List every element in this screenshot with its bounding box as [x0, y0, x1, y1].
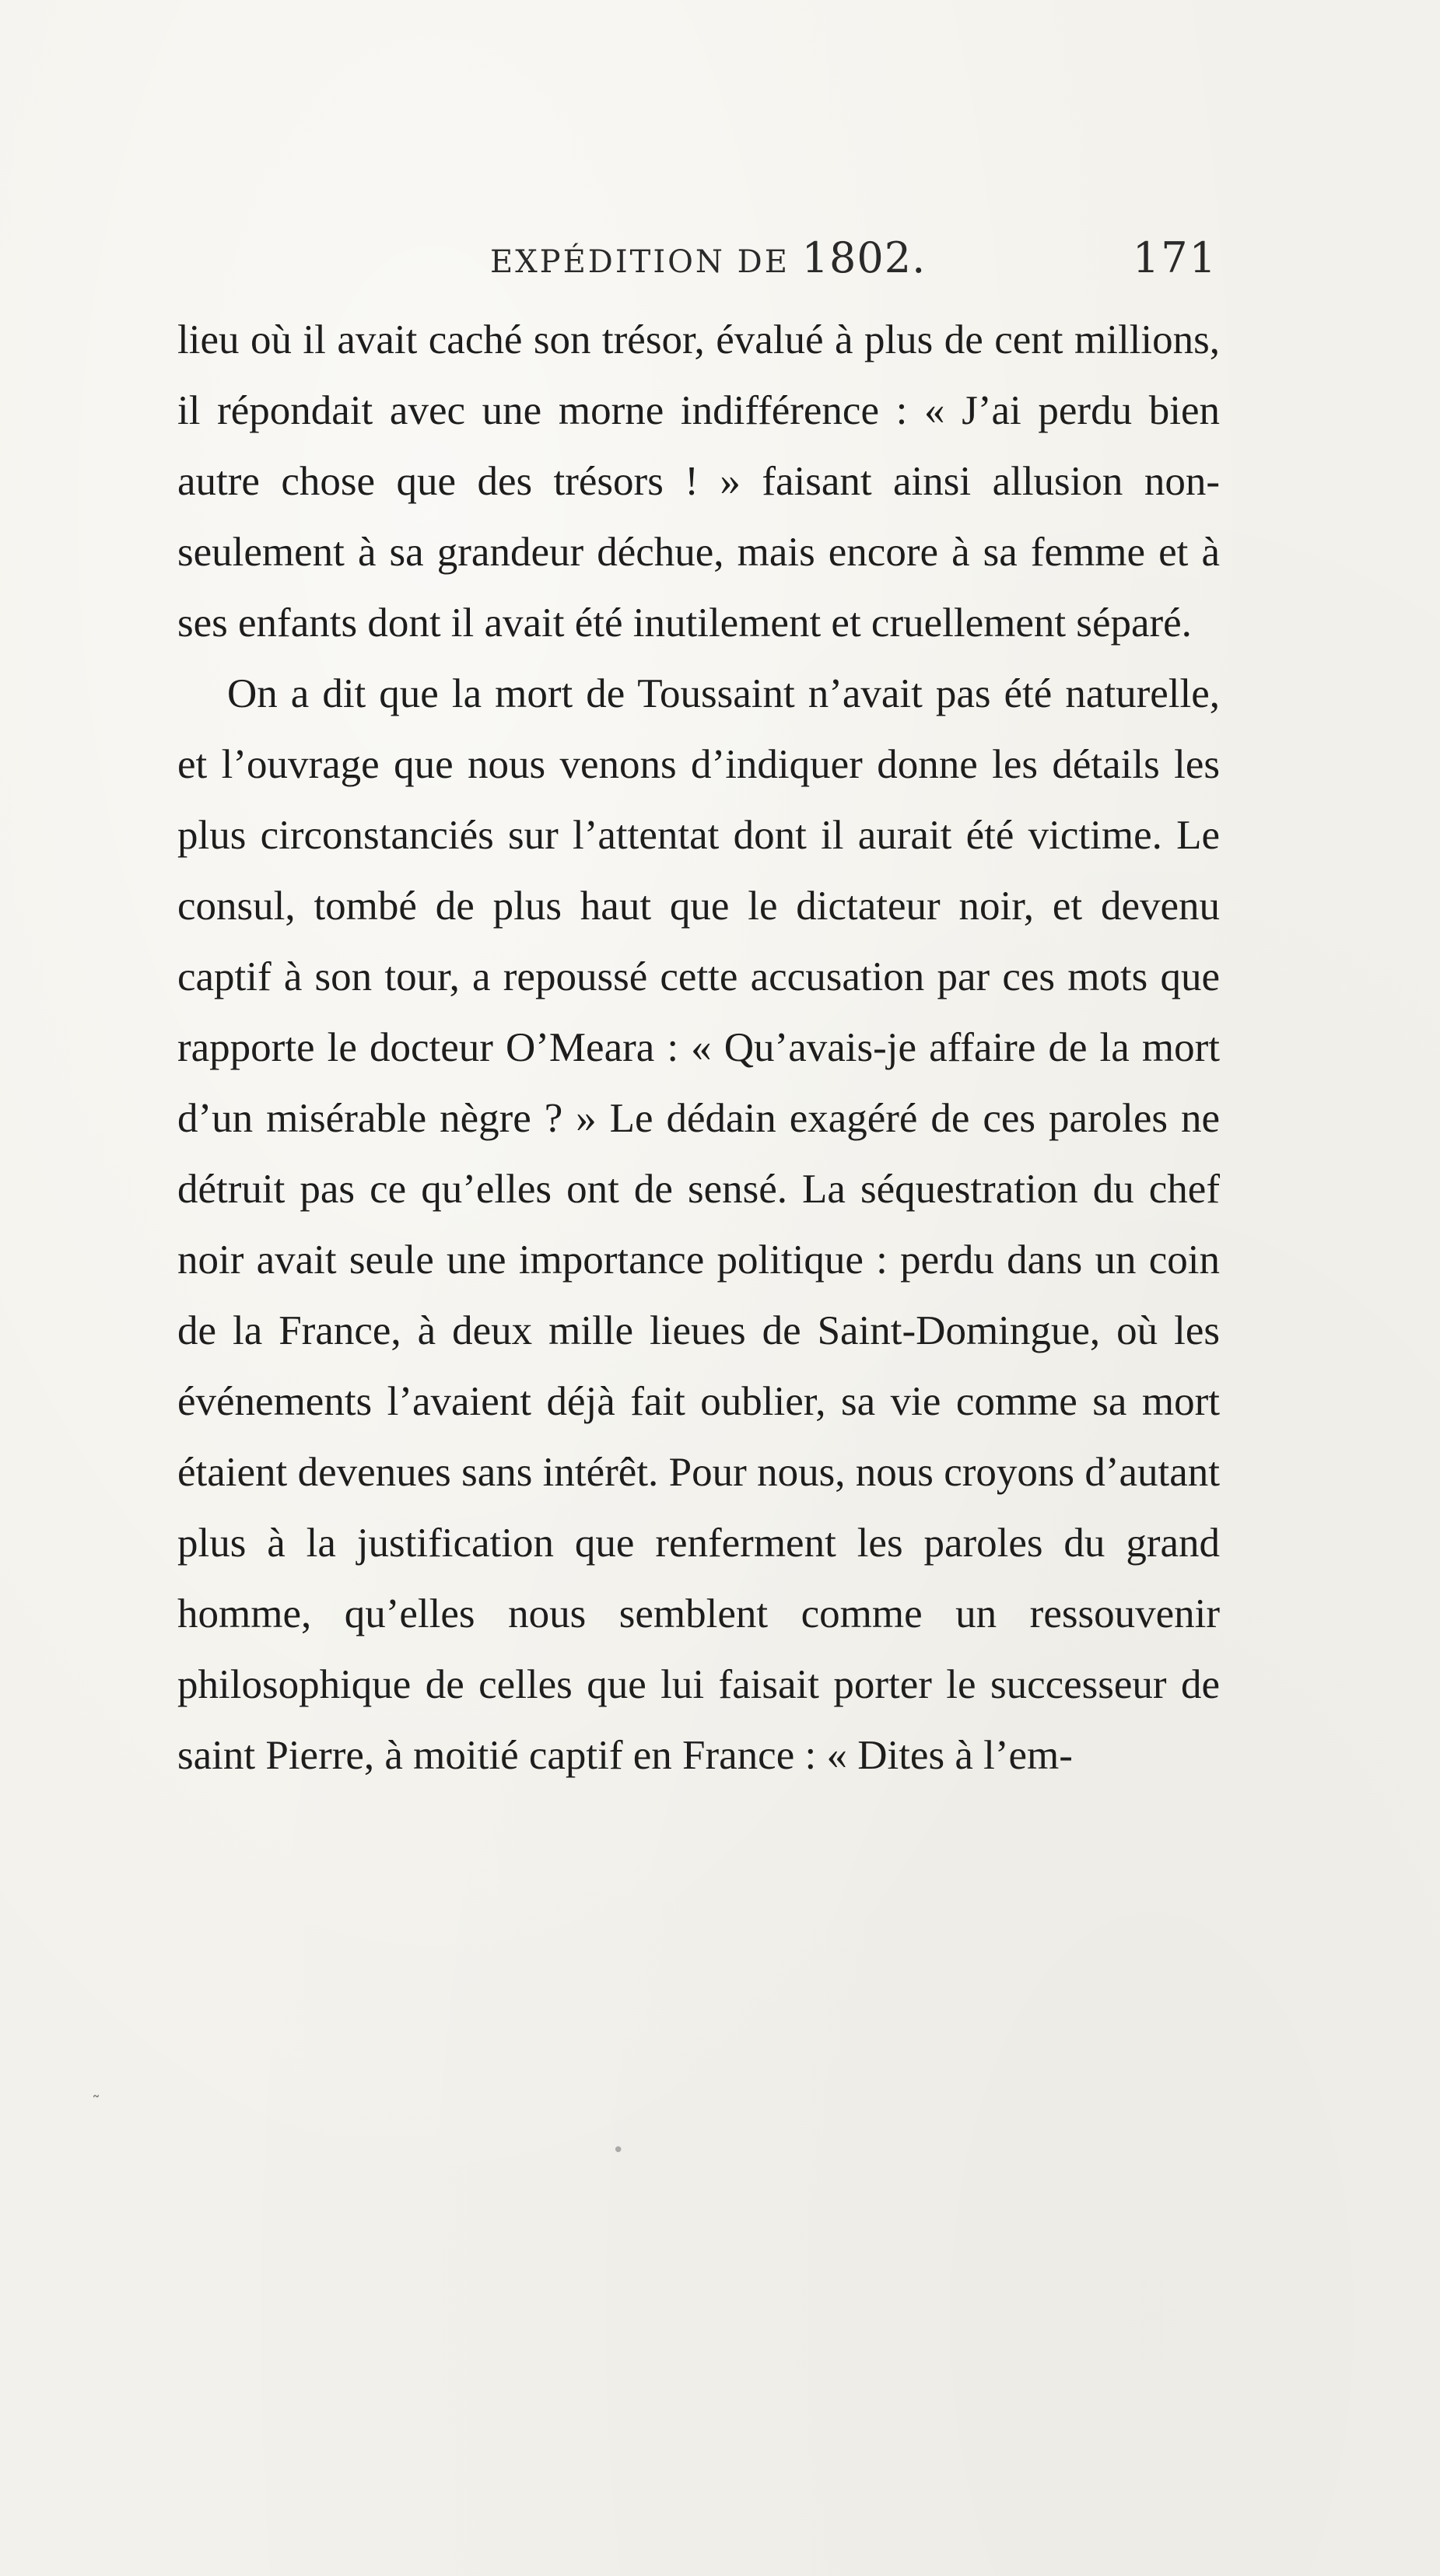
running-head: [179, 233, 1218, 296]
ink-speck-mark: ˜: [92, 2094, 100, 2113]
ink-speck-mark: •: [612, 2139, 625, 2162]
body-text: [177, 305, 1220, 1791]
paragraph-1: lieu où il avait caché son trésor, évalué à plus de cent millions, il répondait avec une morne indifférence : « J’ai perdu bien autre chose que des trésors ! » faisant ainsi allusion non-seulement à sa grandeur déchue, mais encore à sa femme et à ses enfants dont il avait été inutilement et cruellement séparé.: [177, 317, 1220, 646]
page-number: 171: [1132, 233, 1218, 282]
running-title-year: 1802.: [801, 233, 927, 282]
paragraph-2: On a dit que la mort de Toussaint n’avait pas été naturelle, et l’ouvrage que nous venons d’indiquer donne les détails les plus circonstanciés sur l’attentat dont il aurait été victime. Le consul, tombé de plus haut que le dictateur noir, et devenu captif à son tour, a repoussé cette accusation par ces mots que rapporte le docteur O’Meara : « Qu’avais-je affaire de la mort d’un misérable nègre ? » Le dédain exagéré de ces paroles ne détruit pas ce qu’elles ont de sensé. La séquestration du chef noir avait seule une importance politique : perdu dans un coin de la France, à deux mille lieues de Saint-Domingue, où les événements l’avaient déjà fait oublier, sa vie comme sa mort étaient devenues sans intérêt. Pour nous, nous croyons d’autant plus à la justification que renferment les paroles du grand homme, qu’elles nous semblent comme un ressouvenir philosophique de celles que lui faisait porter le successeur de saint Pierre, à moitié captif en France : « Dites à l’em-: [177, 671, 1220, 1778]
running-title: [490, 233, 926, 282]
running-title-text: EXPÉDITION DE: [490, 244, 790, 280]
